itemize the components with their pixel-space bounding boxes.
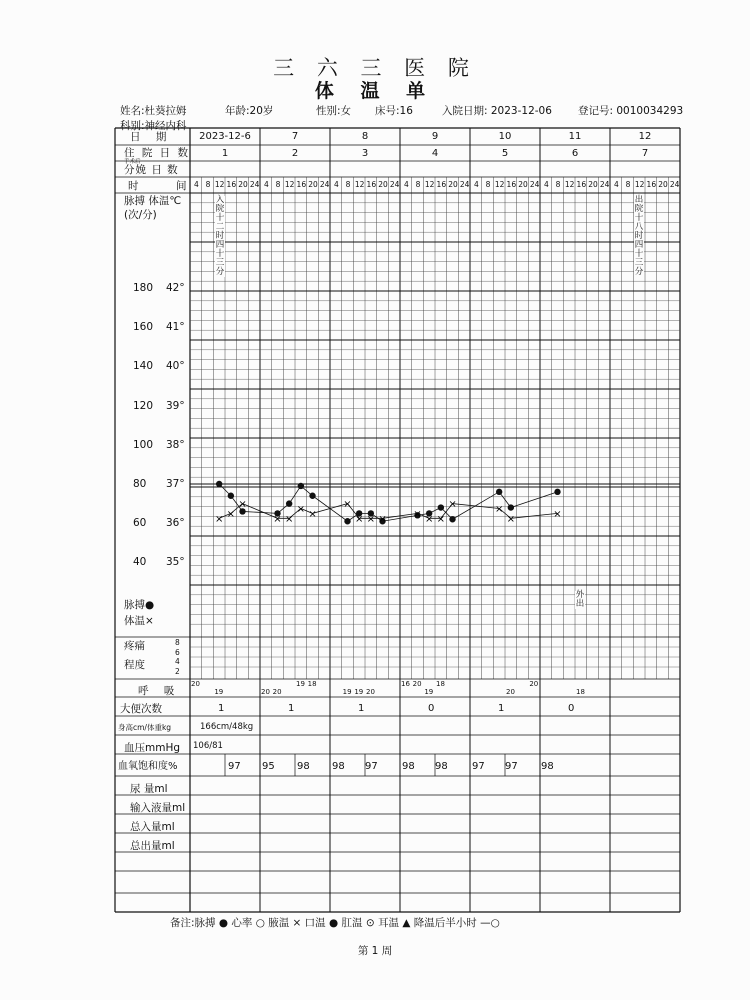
respiration-value: 20	[366, 688, 375, 696]
spo2-value: 97	[365, 761, 378, 772]
pulse-axis-label: 40	[133, 556, 147, 569]
temperature-point: ×	[296, 504, 306, 515]
time-slot: 20	[518, 180, 528, 189]
admission-date: 入院日期: 2023-12-06	[442, 105, 552, 117]
pulse-point	[298, 483, 304, 489]
legend-note: 备注:脉搏 ● 心率 ○ 腋温 × 口温 ● 肛温 ⊙ 耳温 ▲ 降温后半小时 —○	[170, 917, 500, 929]
time-slot: 24	[459, 180, 470, 189]
day-date: 10	[498, 131, 512, 142]
pain-scale-label: 4	[175, 657, 180, 666]
out-annotation: 外出	[575, 590, 585, 609]
patient-name: 姓名:杜葵拉姆	[120, 105, 187, 117]
pulse-point	[449, 516, 455, 522]
hospital-day-row-label: 住 院 日 数	[124, 147, 191, 159]
temperature-point: ×	[378, 513, 387, 525]
pain-scale-label: 2	[175, 666, 180, 676]
temperature-point: ×	[238, 499, 247, 511]
post-op-row-label: 分娩 日 数	[124, 164, 179, 176]
respiration-value: 18	[576, 688, 585, 696]
day-date: 12	[638, 131, 652, 142]
time-slot: 12	[494, 180, 505, 189]
temperature-point: ×	[494, 504, 504, 515]
spo2-label: 血氧饱和度%	[118, 761, 178, 772]
total-output-label: 总出量ml	[130, 840, 175, 852]
hospital-day: 6	[571, 148, 579, 159]
pulse-axis-label: 100	[133, 438, 154, 451]
pulse-point	[438, 504, 444, 510]
temp-axis-label: 42°	[166, 282, 185, 294]
hospital-day: 3	[361, 148, 369, 159]
pulse-point	[286, 500, 292, 506]
hospital-day: 5	[501, 148, 509, 159]
temperature-point: ×	[436, 513, 446, 525]
time-slot: 8	[275, 180, 281, 189]
day-date: 2023-12-6	[199, 131, 251, 142]
time-slot: 4	[263, 180, 269, 189]
respiration-value: 20	[261, 688, 270, 696]
spo2-value: 98	[541, 761, 554, 772]
respiration-value: 19	[296, 680, 305, 688]
stool-count: 0	[428, 703, 435, 714]
admission-time-annotation: 入院十二时四十三分	[215, 195, 225, 277]
respiration-value: 19	[424, 688, 434, 696]
hospital-day: 1	[221, 148, 229, 159]
department: 科别:神经内科	[120, 120, 187, 132]
stool-count: 0	[568, 703, 575, 714]
pulse-point	[508, 504, 514, 510]
urine-label: 尿 量ml	[130, 783, 168, 795]
time-slot: 12	[284, 180, 295, 189]
temperature-point: ×	[343, 499, 352, 511]
patient-sex: 性别:女	[316, 105, 352, 117]
temperature-point: ×	[284, 513, 294, 525]
stool-count: 1	[358, 703, 365, 714]
respiration-value: 19	[214, 688, 224, 696]
pulse-axis-label: 140	[133, 360, 154, 373]
respiration-label: 呼 吸	[138, 685, 181, 697]
bp-value: 106/81	[193, 741, 223, 751]
stool-count: 1	[498, 703, 505, 714]
time-slot: 4	[543, 180, 549, 189]
time-slot: 20	[658, 180, 668, 189]
temperature-point: ×	[354, 513, 364, 525]
spo2-value: 97	[505, 761, 518, 772]
temperature-point: ×	[214, 513, 224, 525]
date-row-label: 日 期	[130, 131, 173, 143]
temperature-point: ×	[226, 508, 236, 520]
stool-count: 1	[218, 703, 225, 714]
time-slot: 12	[354, 180, 365, 189]
day-date: 7	[291, 131, 299, 142]
time-slot: 8	[205, 180, 211, 189]
spo2-value: 97	[228, 761, 241, 772]
pain-label-2: 程度	[124, 659, 145, 671]
respiration-value: 19	[342, 688, 352, 696]
temperature-point: ×	[448, 499, 457, 511]
temp-axis-label: 35°	[166, 556, 185, 569]
time-slot: 24	[319, 180, 330, 189]
time-row-label: 时	[128, 180, 139, 192]
day-date: 9	[431, 131, 439, 142]
time-slot: 8	[625, 180, 631, 189]
time-slot: 24	[599, 180, 610, 189]
bed-number: 床号:16	[375, 105, 413, 117]
patient-age: 年龄:20岁	[225, 105, 274, 117]
temp-axis-label: 40°	[166, 360, 185, 373]
time-slot: 24	[249, 180, 260, 189]
time-slot: 20	[448, 180, 458, 189]
pulse-legend-label: 脉搏●	[124, 599, 155, 611]
stool-count: 1	[288, 703, 295, 714]
post-op-small-label: 手术后	[124, 159, 141, 165]
spo2-value: 98	[297, 761, 310, 772]
time-slot: 4	[473, 180, 479, 189]
time-slot: 24	[389, 180, 400, 189]
day-date: 11	[568, 131, 582, 142]
total-input-label: 总入量ml	[130, 821, 175, 833]
time-slot: 16	[296, 180, 307, 189]
height-weight-label: 身高cm/体重kg	[118, 723, 172, 732]
temperature-point: ×	[553, 508, 562, 520]
time-slot: 16	[366, 180, 377, 189]
time-slot: 12	[634, 180, 645, 189]
pulse-temp-header: 脉搏 体温℃	[124, 195, 182, 207]
temperature-point: ×	[273, 513, 282, 525]
spo2-value: 97	[472, 761, 485, 772]
input-volume-label: 输入液量ml	[130, 802, 186, 814]
time-slot: 8	[485, 180, 491, 189]
time-slot: 8	[415, 180, 421, 189]
temperature-point: ×	[413, 508, 422, 520]
respiration-value: 18	[307, 680, 317, 688]
time-slot: 12	[214, 180, 225, 189]
pain-label: 疼痛	[124, 640, 145, 652]
stool-label: 大便次数	[120, 703, 162, 715]
temp-axis-label: 39°	[166, 399, 185, 412]
pulse-axis-label: 180	[133, 282, 154, 294]
hospital-day: 4	[431, 148, 439, 159]
temp-legend-label: 体温×	[124, 615, 154, 627]
pulse-axis-label: 60	[133, 517, 147, 530]
temp-axis-label: 36°	[166, 517, 185, 530]
pain-scale-label: 6	[175, 647, 180, 657]
time-slot: 8	[555, 180, 561, 189]
time-slot: 16	[576, 180, 587, 189]
discharge-time-annotation: 出院十八时四十三分	[634, 195, 644, 277]
pulse-point	[309, 493, 315, 499]
document-title: 体 温 单	[314, 80, 436, 102]
week-footer: 第 1 周	[357, 945, 393, 957]
pulse-unit-header: (次/分)	[124, 209, 157, 221]
respiration-value: 19	[354, 688, 364, 696]
hospital-day: 7	[641, 148, 649, 159]
time-slot: 20	[308, 180, 318, 189]
time-slot: 24	[529, 180, 540, 189]
time-slot: 16	[226, 180, 237, 189]
pulse-axis-label: 80	[133, 478, 147, 490]
bp-label: 血压mmHg	[124, 742, 181, 754]
temperature-point: ×	[308, 508, 317, 520]
time-slot: 24	[669, 180, 680, 189]
height-weight-value: 166cm/48kg	[200, 722, 254, 732]
day-date: 8	[361, 131, 369, 142]
respiration-value: 20	[191, 680, 200, 688]
pulse-point	[554, 489, 560, 495]
temperature-point: ×	[366, 513, 376, 525]
time-slot: 4	[613, 180, 619, 189]
spo2-value: 95	[262, 761, 275, 772]
time-slot: 4	[333, 180, 339, 189]
hospital-name: 三 六 三 医 院	[273, 56, 477, 80]
temp-axis-label: 41°	[166, 321, 185, 334]
respiration-value: 20	[412, 680, 422, 688]
time-row-label-2: 间	[176, 180, 187, 192]
respiration-value: 20	[506, 688, 515, 696]
respiration-value: 20	[272, 688, 282, 696]
time-slot: 4	[193, 180, 199, 189]
spo2-value: 98	[332, 761, 345, 772]
hospital-day: 2	[291, 148, 299, 159]
pulse-point	[228, 493, 234, 499]
pain-scale-label: 8	[175, 638, 180, 647]
time-slot: 20	[238, 180, 248, 189]
respiration-value: 20	[529, 680, 539, 688]
time-slot: 12	[564, 180, 575, 189]
respiration-value: 18	[436, 680, 445, 688]
temperature-point: ×	[424, 513, 434, 525]
spo2-value: 98	[435, 761, 448, 772]
pulse-axis-label: 160	[133, 321, 154, 334]
time-slot: 16	[646, 180, 657, 189]
time-slot: 20	[588, 180, 598, 189]
temp-axis-label: 37°	[166, 478, 185, 490]
spo2-value: 98	[402, 761, 415, 772]
time-slot: 16	[506, 180, 517, 189]
temperature-point: ×	[506, 513, 516, 525]
time-slot: 12	[424, 180, 435, 189]
time-slot: 20	[378, 180, 388, 189]
time-slot: 4	[403, 180, 409, 189]
pulse-axis-label: 120	[133, 399, 154, 412]
pulse-point	[216, 481, 222, 487]
respiration-value: 16	[401, 680, 410, 688]
pulse-point	[344, 518, 350, 524]
registration-number: 登记号: 0010034293	[578, 105, 684, 117]
pulse-point	[496, 489, 502, 495]
time-slot: 16	[436, 180, 447, 189]
temp-axis-label: 38°	[166, 438, 185, 451]
time-slot: 8	[345, 180, 351, 189]
